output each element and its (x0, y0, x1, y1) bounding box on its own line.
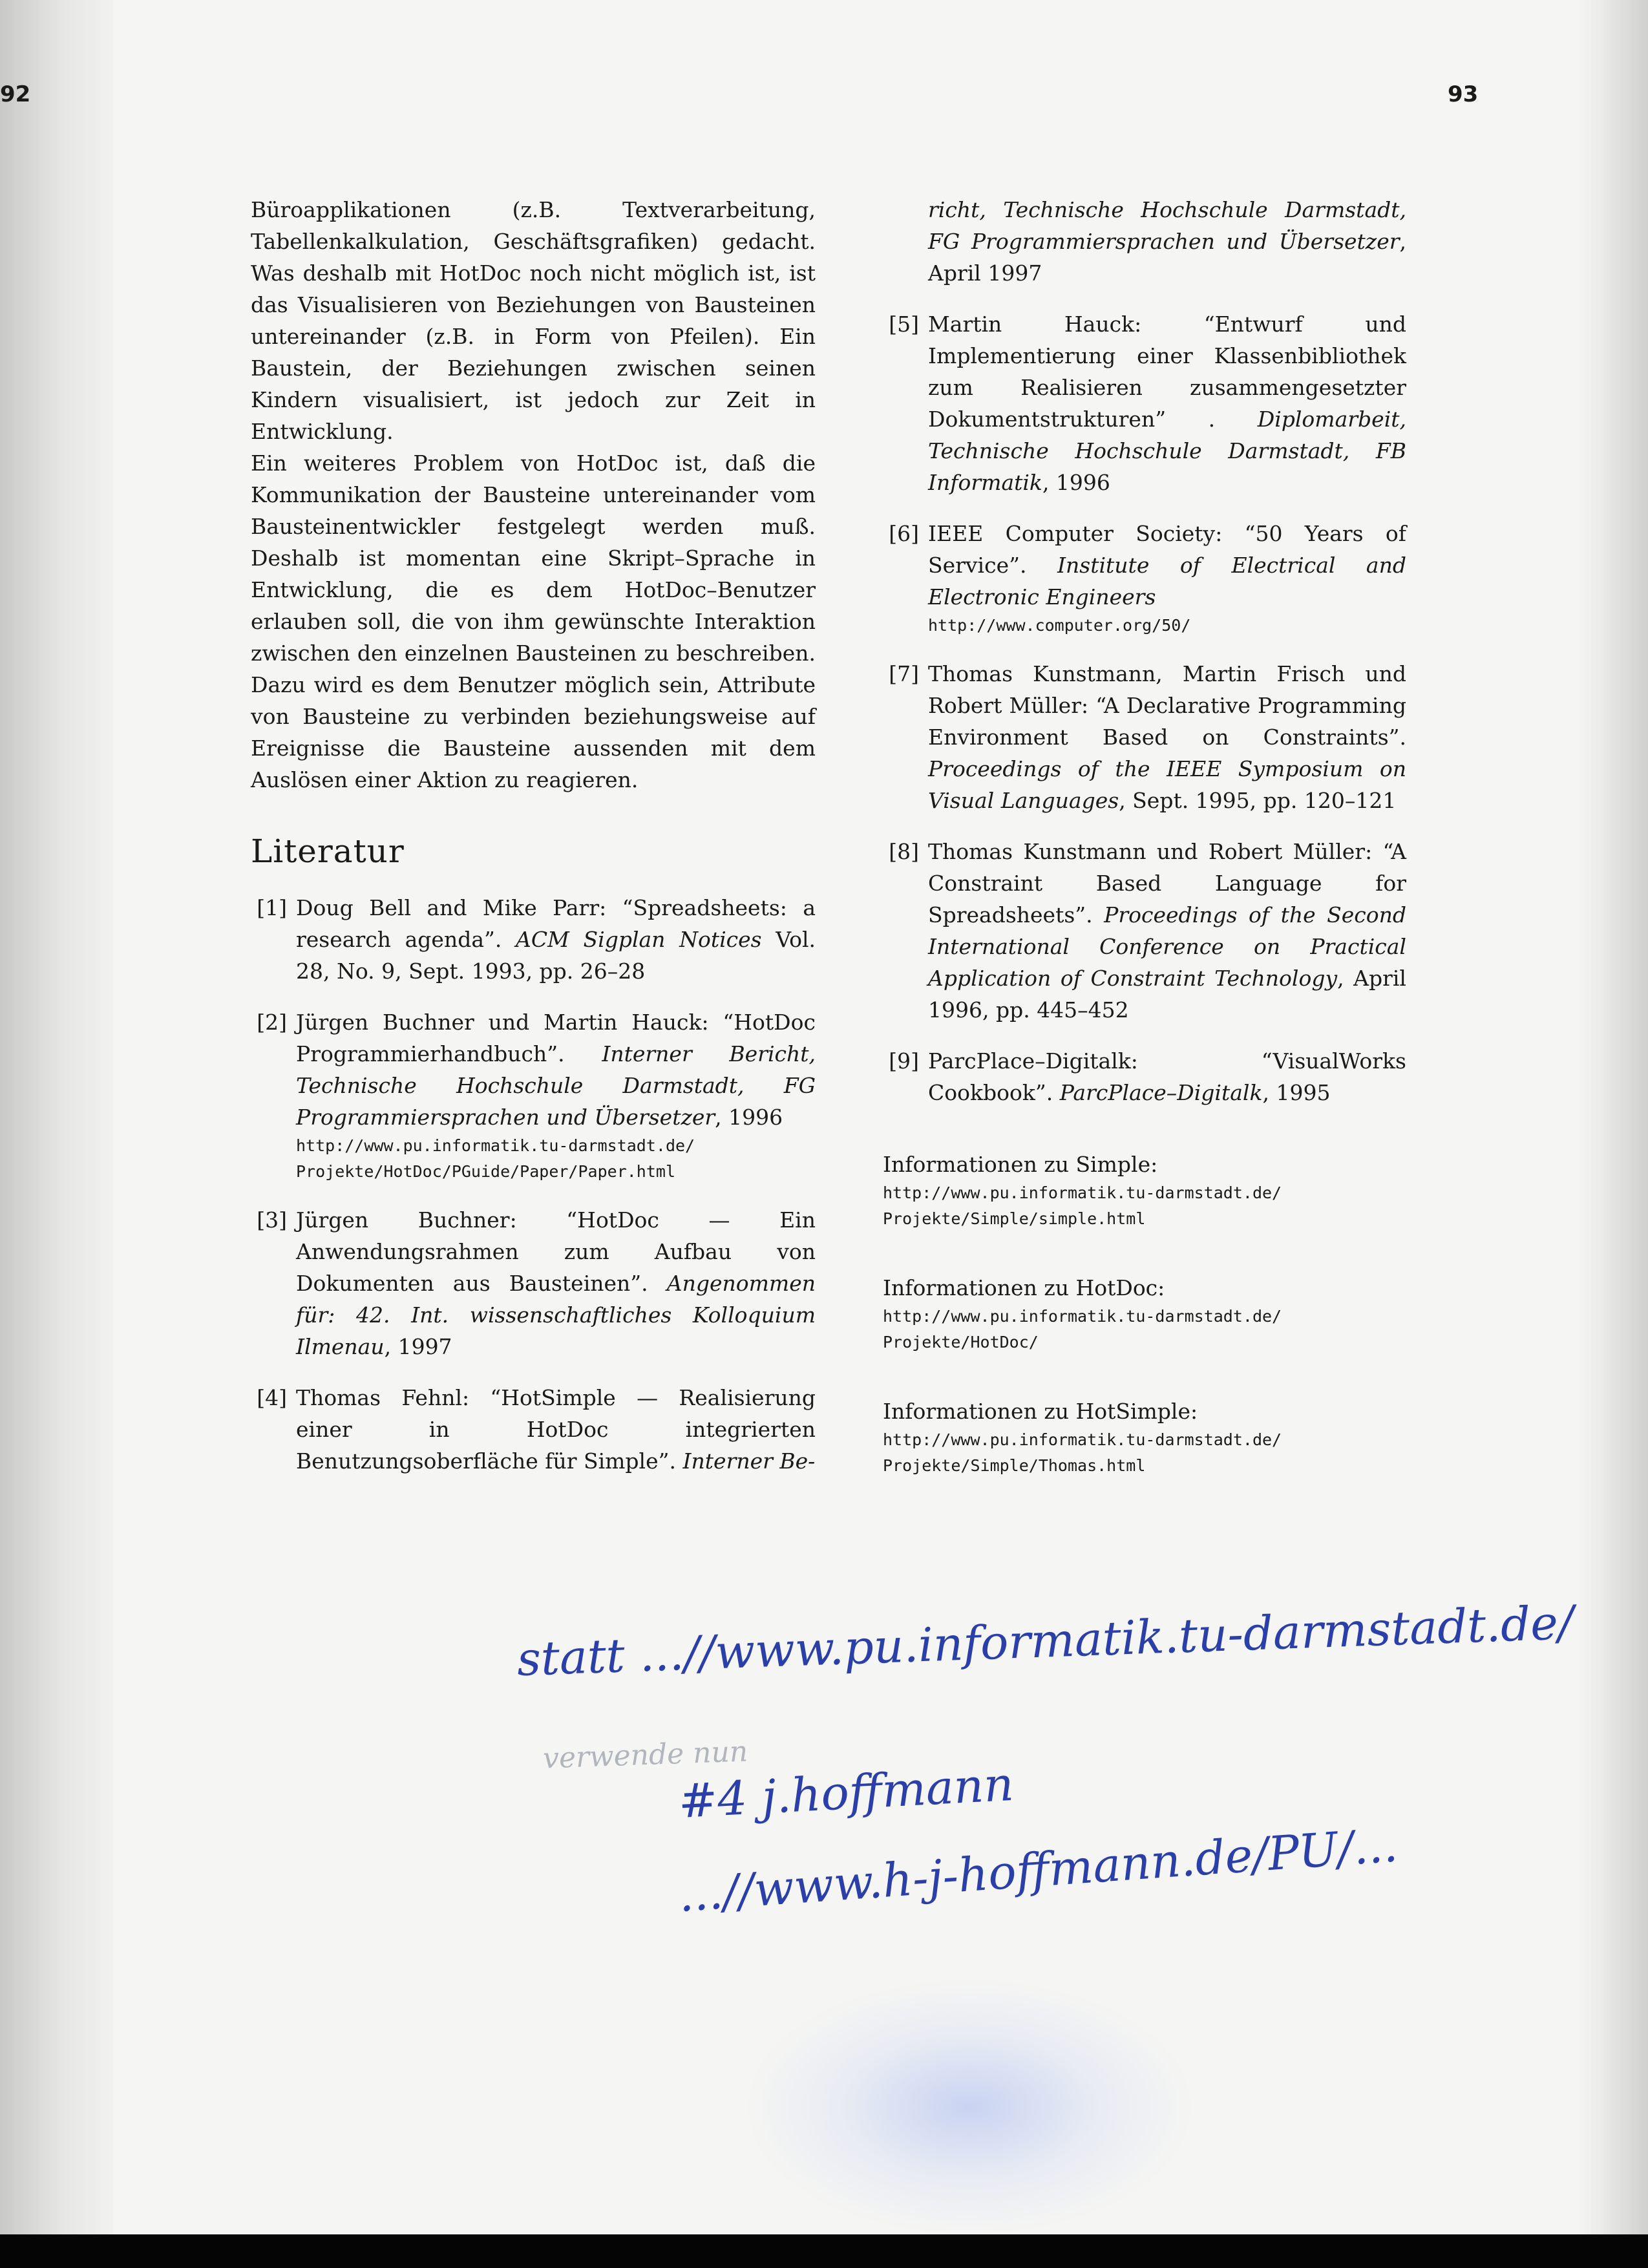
reference-text (296, 1006, 816, 1185)
reference-details: , 1996 (715, 1105, 783, 1130)
reference-6 (883, 518, 1406, 639)
reference-7 (883, 658, 1406, 816)
reference-venue: Institute of Electrical and Electronic Engineers (928, 553, 1406, 609)
reference-text (928, 518, 1406, 639)
reference-details: , April 1996, pp. 445–452 (928, 966, 1406, 1023)
reference-authors: Jürgen Buchner: “HotDoc — Ein Anwendungsrahmen zum Aufbau von Dokumenten aus Bausteinen”. (296, 1207, 816, 1296)
reference-number: [6] (889, 521, 919, 546)
reference-text (928, 836, 1406, 1026)
reference-details: , 1996 (1042, 470, 1110, 495)
right-column (883, 194, 1406, 1479)
reference-9 (883, 1045, 1406, 1108)
reference-details: Vol. 28, No. 9, Sept. 1993, pp. 26–28 (296, 927, 816, 984)
info-simple (883, 1149, 1406, 1232)
handwritten-note-line-1: statt ...//www.pu.informatik.tu-darmstadt.de/ (516, 1595, 1575, 1686)
reference-url-line-1[interactable]: http://www.computer.org/50/ (928, 616, 1191, 635)
reference-details: , Sept. 1995, pp. 120–121 (1119, 788, 1397, 813)
reference-1 (251, 892, 816, 987)
info-url-line-1[interactable]: http://www.pu.informatik.tu-darmstadt.de/ (883, 1307, 1282, 1326)
info-url-line-1[interactable]: http://www.pu.informatik.tu-darmstadt.de/ (883, 1183, 1282, 1202)
reference-text (928, 1045, 1406, 1108)
reference-5 (883, 308, 1406, 498)
reference-venue: Interner Be- (682, 1448, 816, 1474)
reference-venue: ACM Sigplan Notices (516, 927, 762, 952)
info-url-line-2[interactable]: Projekte/HotDoc/ (883, 1333, 1039, 1351)
page-number-right: 93 (1448, 81, 1479, 107)
info-label: Informationen zu HotSimple: (883, 1399, 1198, 1424)
reference-details: , 1995 (1262, 1080, 1331, 1105)
handwritten-note-line-2: #4 j.hoffmann (677, 1756, 1015, 1828)
reference-authors: ParcPlace–Digitalk: “VisualWorks Cookbook”. (928, 1048, 1406, 1105)
reference-4 (251, 1382, 816, 1477)
reference-2 (251, 1006, 816, 1185)
body-paragraph-1: Büroapplikationen (z.B. Textverarbeitung, Tabellenkalkulation, Geschäftsgrafiken) gedacht. Was deshalb mit HotDoc noch nicht möglich ist, ist das Visualisieren von Beziehungen von Bausteinen untereinander (z.B. in Form von Pfeilen). Ein Baustein, der Beziehungen zwischen seinen Kindern visualisiert, ist jedoch zur Zeit in Entwicklung. (251, 197, 816, 444)
reference-4-continued (883, 194, 1406, 289)
section-heading-literatur: Literatur (251, 832, 405, 870)
info-label: Informationen zu HotDoc: (883, 1275, 1165, 1300)
left-column (251, 194, 816, 1496)
reference-venue: Angenommen für: 42. Int. wissenschaftliches Kolloquium Ilmenau (296, 1271, 816, 1359)
reference-text (928, 308, 1406, 498)
reference-url-line-2[interactable]: Projekte/HotDoc/PGuide/Paper/Paper.html (296, 1162, 675, 1181)
reference-number: [3] (257, 1207, 287, 1233)
reference-details: , 1997 (384, 1334, 452, 1359)
reference-authors: Jürgen Buchner und Martin Hauck: “HotDoc Programmierhandbuch”. (296, 1010, 816, 1066)
info-label: Informationen zu Simple: (883, 1152, 1158, 1177)
reference-venue: Interner Bericht, Technische Hochschule Darmstadt, FG Programmiersprachen und Übersetzer (296, 1041, 816, 1130)
reference-number: [4] (257, 1385, 287, 1410)
reference-venue: ParcPlace–Digitalk (1059, 1080, 1263, 1105)
reference-3 (251, 1204, 816, 1362)
reference-number: [7] (889, 661, 919, 686)
reference-authors: IEEE Computer Society: “50 Years of Service”. (928, 521, 1406, 578)
reference-authors: Martin Hauck: “Entwurf und Implementierung einer Klassenbibliothek zum Realisieren zusammengesetzter Dokumentstrukturen” . (928, 312, 1406, 432)
page-number-left: 92 (0, 81, 31, 107)
reference-url-line-1[interactable]: http://www.pu.informatik.tu-darmstadt.de/ (296, 1136, 695, 1155)
reference-details: , April 1997 (928, 229, 1406, 286)
reference-authors: Thomas Fehnl: “HotSimple — Realisierung einer in HotDoc integrierten Benutzungsoberfläche für Simple”. (296, 1385, 816, 1474)
reference-venue: richt, Technische Hochschule Darmstadt, FG Programmiersprachen und Übersetzer (928, 197, 1406, 254)
scan-smudge (743, 1978, 1196, 2236)
reference-text (296, 892, 816, 987)
reference-number: [8] (889, 839, 919, 864)
info-hotdoc (883, 1272, 1406, 1355)
left-page-shadow (0, 0, 113, 2268)
reference-8 (883, 836, 1406, 1026)
reference-number: [5] (889, 312, 919, 337)
reference-number: [2] (257, 1010, 287, 1035)
info-url-line-1[interactable]: http://www.pu.informatik.tu-darmstadt.de/ (883, 1430, 1282, 1449)
reference-venue: Diplomarbeit, Technische Hochschule Darmstadt, FB Informatik (928, 407, 1406, 495)
reference-text (296, 1204, 816, 1362)
info-hotsimple (883, 1395, 1406, 1479)
reference-authors: Thomas Kunstmann und Robert Müller: “A Constraint Based Language for Spreadsheets”. (928, 839, 1406, 927)
reference-number: [9] (889, 1048, 919, 1074)
reference-venue: Proceedings of the IEEE Symposium on Visual Languages (928, 756, 1406, 813)
reference-number: [1] (257, 895, 287, 920)
right-page-edge (1577, 0, 1648, 2268)
scan-bottom-border (0, 2234, 1648, 2268)
reference-authors: Thomas Kunstmann, Martin Frisch und Robert Müller: “A Declarative Programming Environment Based on Constraints”. (928, 661, 1406, 750)
info-url-line-2[interactable]: Projekte/Simple/simple.html (883, 1209, 1146, 1228)
reference-venue: Proceedings of the Second International Conference on Practical Application of Constraint Technology (928, 902, 1406, 991)
reference-text (296, 1382, 816, 1477)
body-paragraph-2: Ein weiteres Problem von HotDoc ist, daß die Kommunikation der Bausteine untereinander vom Bausteinentwickler festgelegt werden muß. Deshalb ist momentan eine Skript–Sprache in Entwicklung, die es dem HotDoc–Benutzer erlauben soll, die von ihm gewünschte Interaktion zwischen den einzelnen Bausteinen zu beschreiben. Dazu wird es dem Benutzer möglich sein, Attribute von Bausteine zu verbinden beziehungsweise auf Ereignisse die Bausteine aussenden mit dem Auslösen einer Aktion zu reagieren. (251, 450, 816, 792)
handwritten-erased-note: verwende nun (542, 1735, 748, 1775)
handwritten-note-line-3: ...//www.h-j-hoffmann.de/PU/... (677, 1818, 1400, 1922)
reference-authors: Doug Bell and Mike Parr: “Spreadsheets: a research agenda”. (296, 895, 816, 952)
info-url-line-2[interactable]: Projekte/Simple/Thomas.html (883, 1456, 1146, 1475)
reference-text (928, 658, 1406, 816)
